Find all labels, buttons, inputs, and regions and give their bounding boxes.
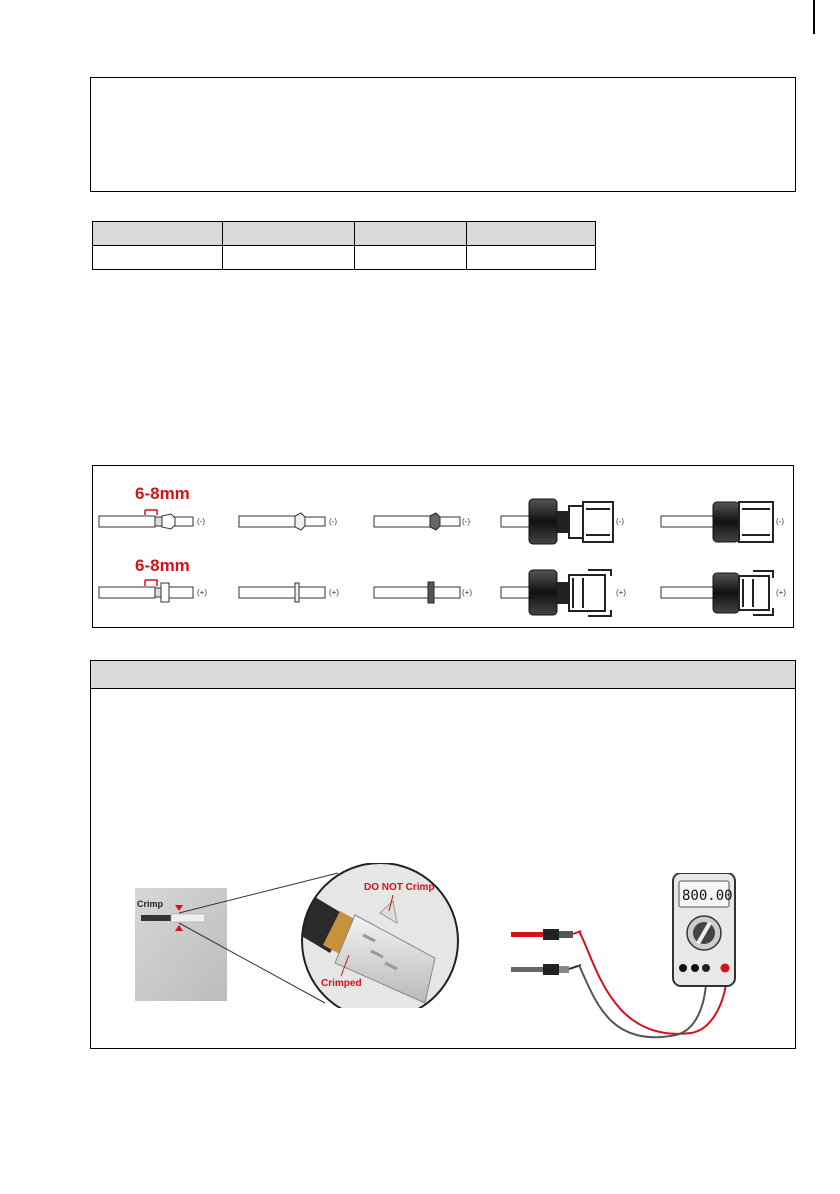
spec-table-row [93,246,596,270]
spec-table-header-cell [223,222,355,246]
step-3-negative [374,513,470,530]
step-4-positive [501,570,626,616]
step-5-negative [661,502,784,542]
do-not-crimp-label: DO NOT Crimp [364,882,435,893]
step-1-negative [99,484,205,529]
spec-table-cell [467,246,596,270]
spec-table [92,221,596,270]
crimp-check-section [90,660,796,1049]
step-3-positive [374,582,472,603]
polarity-label: (-) [462,517,470,526]
connector-assembly-figure [92,465,794,628]
spec-table-cell [355,246,467,270]
spec-table-header-cell [467,222,596,246]
spec-table-cell [93,246,223,270]
red-test-lead [511,932,543,937]
crimp-label: Crimp [137,899,164,909]
polarity-label: (-) [616,517,624,526]
black-test-lead [511,967,543,972]
spec-table-cell [223,246,355,270]
step-4-negative [501,499,624,544]
polarity-label: (-) [197,517,205,526]
crimp-detail-figure [135,863,460,1008]
step-2-negative [239,513,337,530]
polarity-label: (+) [776,588,786,597]
step-5-positive [661,571,786,615]
polarity-label: (+) [462,588,472,597]
step-1-positive [99,556,207,602]
crimped-label: Crimped [321,978,362,989]
polarity-label: (-) [329,517,337,526]
spec-table-header-row [93,222,596,246]
note-box [90,77,796,192]
dimension-label: 6-8mm [135,484,190,503]
polarity-label: (-) [776,517,784,526]
page-edge-line [813,0,815,34]
section-header-bar [91,661,795,689]
dimension-label: 6-8mm [135,556,190,575]
polarity-label: (+) [616,588,626,597]
spec-table-header-cell [93,222,223,246]
multimeter-display: 800.00 [682,888,733,904]
polarity-label: (+) [329,588,339,597]
multimeter-test-figure [501,873,746,1043]
step-2-positive [239,583,339,602]
polarity-label: (+) [197,588,207,597]
connector-assembly-drawing [93,466,795,629]
spec-table-header-cell [355,222,467,246]
